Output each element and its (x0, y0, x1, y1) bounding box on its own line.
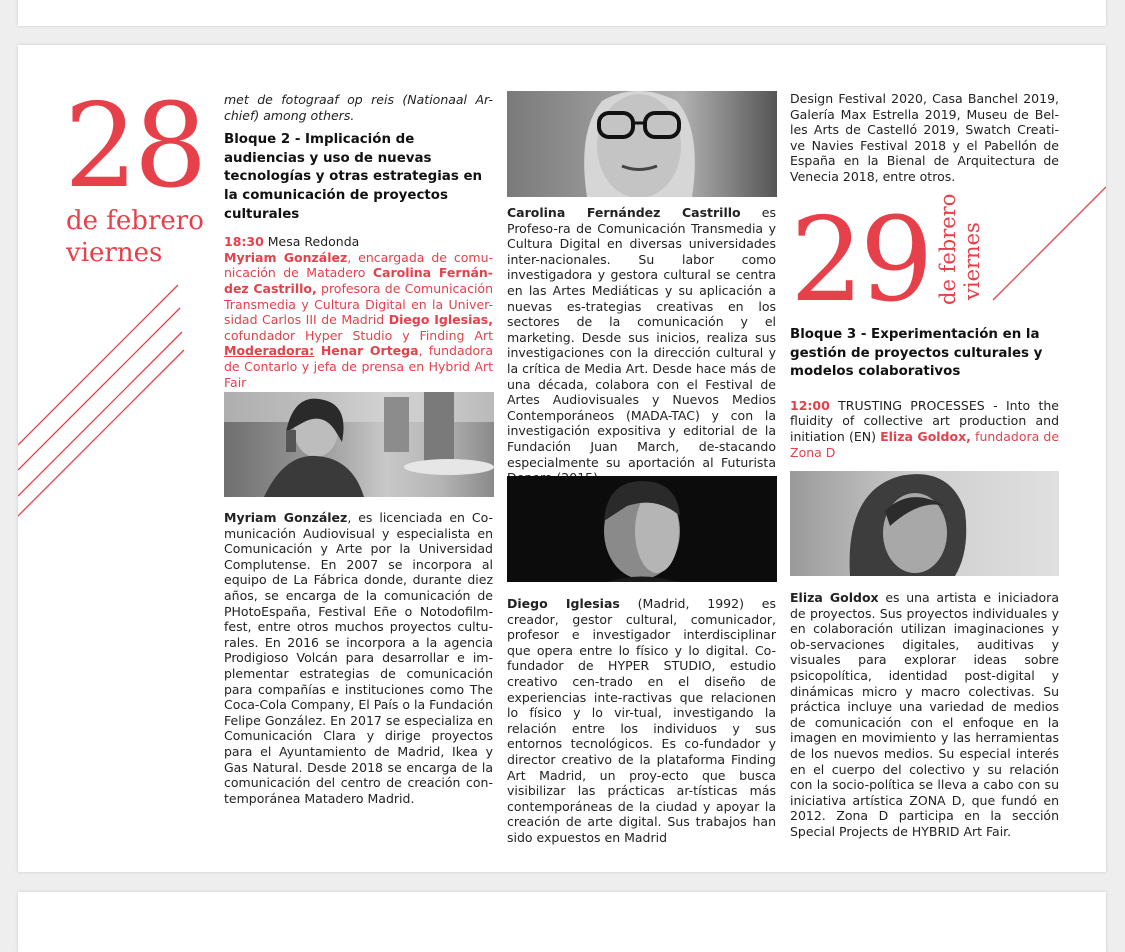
photo-myriam-gonzalez (224, 392, 494, 497)
bio-eliza (790, 590, 1059, 840)
photo-carolina-fernandez (507, 91, 777, 197)
column-3-top (790, 91, 1059, 185)
moderator-role: , fundadora de Contarlo y jefa de prensa en Hybrid Art Fair (224, 343, 493, 390)
column-3-session (790, 326, 1059, 460)
bio-myriam (224, 510, 493, 806)
deco-line (18, 308, 180, 470)
portrait-graphic (507, 91, 777, 197)
bio-text: es una artista e iniciadora de proyectos. Sus proyectos individuales y en colaboración utilizan imaginaciones y ob-servaciones digitales, auditivas y visuales para explorar ideas sobre psicopolítica, identidad post-digital y dinámicas micro y macro colectivas. Su práctica incluye una variedad de medios de comunicación con el enfoque en la imagen en movimiento y las herramientas de los nuevos medios. Su especial interés en el cuerpo del colectivo y su relación con la socio-política se lleva a cabo con su iniciativa artística ZONA D, que fundó en 2012. Zona D participa en la sección Special Projects de HYBRID Art Fair. (790, 590, 1059, 839)
bio-diego (507, 596, 776, 846)
participant-name: Diego Iglesias, (388, 312, 493, 328)
day-month-label: de febrero (936, 193, 960, 305)
speaker-name: Eliza Goldox, (880, 428, 971, 444)
speaker-role: fundadora de Zona D (790, 428, 1060, 460)
bio-carolina (507, 205, 776, 486)
participant-name: Carolina Fernán-dez Castrillo, (224, 265, 493, 296)
participant-name: Myriam González (224, 249, 348, 265)
day-number-29: 29 (790, 193, 930, 328)
bio-paragraph (507, 205, 776, 486)
photo-diego-iglesias (507, 476, 777, 582)
day-weekday-label: viernes (960, 222, 984, 300)
session-time: 12:00 (790, 397, 830, 413)
deco-line (18, 285, 178, 445)
bio-text: , es licenciada en Co-municación Audiovisual y especialista en Comunicación y Arte por la Universidad Complutense. En 2007 se incorpora al equipo de La Fábrica donde, durante diez años, se encarga de la comunicación de PHotoEspaña, Festival Eñe o Notodofilm-fest, entre otros muchos proyectos cultu-rales. En 2016 se incorpora a la agencia Prodigioso Volcán para desarrollar e im-plementar estrategias de comunicación para compañías e instituciones como The Coca-Cola Company, El País o la Fundación Felipe González. En 2017 se especializa en Comunicación Clara y dirige proyectos para el Ayuntamiento de Madrid, Ikea y Gas Natural. Desde 2018 se encarga de la comunicación del centro de creación con-temporánea Matadero Madrid. (224, 510, 493, 806)
participant-role: , encargada de comu-nicación de Matadero (224, 249, 493, 281)
portrait-graphic (790, 471, 1059, 576)
deco-line (18, 332, 182, 496)
magazine-page (18, 45, 1106, 872)
session-info (790, 398, 1059, 460)
moderator-name: Henar Ortega (314, 343, 419, 359)
bio-name: Eliza Goldox (790, 590, 879, 605)
bio-paragraph (790, 590, 1059, 840)
participant-role: cofundador Hyper Studio y Finding Art (224, 327, 493, 343)
block-2-heading: Bloque 2 - Implicación de audiencias y uso de nuevas tecnologías y otras estrategias en la comunicación de proyectos culturales (224, 132, 483, 222)
session-info (224, 234, 493, 390)
next-page (18, 892, 1106, 952)
day-number-28: 28 (64, 79, 204, 214)
bio-paragraph (224, 510, 493, 806)
previous-page (18, 0, 1106, 26)
session-title: Mesa Redonda (263, 234, 360, 250)
deco-line (993, 187, 1106, 300)
bio-name: Carolina Fernández Castrillo (507, 205, 741, 220)
block-3-heading: Bloque 3 - Experimentación en la gestión de proyectos culturales y modelos colaborativos (790, 327, 1043, 380)
session-time: 18:30 (224, 234, 264, 250)
deco-line (18, 350, 184, 516)
bio-paragraph (507, 596, 776, 846)
column-1 (224, 92, 493, 390)
portrait-graphic (507, 476, 777, 582)
bio-name: Myriam González (224, 510, 348, 525)
bio-text: es Profeso-ra de Comunicación Transmedia y Cultura Digital en diversas universidades inter-nacionales. Su labor como investigadora y gestora cultural se centra en las Artes Mediáticas y su aplicación a nuevas es-trategias creativas en los sectores de la comunicación y el marketing. Desde sus inicios, realiza sus investigaciones con la dirección cultural y la crítica de Media Art. Desde hace más de una década, colabora con el Festival de Artes Audiovisuales y Nuevos Medios Contemporáneos (MADA-TAC) y con la investigación expositiva y editorial de la Fundación Juan March, de-stacando especialmente su aportación al Futurista (507, 205, 776, 470)
day-weekday-label: viernes (66, 238, 163, 268)
bio-text: (Madrid, 1992) es creador, gestor cultural, comunicador, profesor e investigador interdisciplinar que opera entre lo físico y lo digital. Co-fundador de HYPER STUDIO, estudio creativo cen-trado en el diseño de experiencias inte-ractivas que relacionen lo físico y lo vir-tual, investigando la relación entre los individuos y sus entornos tecnológicos. Es co-fundador y director creativo de la plataforma Finding Art Madrid, un proy-ecto que busca visibilizar las prácticas ar-tísticas más contemporáneas de la ciudad y apoyar la creación de arte digital. Sus trabajos han sido expuestos en Madrid (507, 596, 776, 845)
participant-role: profesora de Comunicación Transmedia y Cultura Digital en la Univer-sidad Carlos III de Madrid (224, 280, 493, 328)
day-month-label: de febrero (66, 206, 204, 236)
photo-eliza-goldox (790, 471, 1059, 576)
session-title: TRUSTING PROCESSES - Into the fluidity of collective art production and initiation (EN) (790, 397, 1059, 444)
intro-text: met de fotograaf op reis (Nationaal Ar-chief) among others. (224, 92, 493, 123)
continuation-text: Design Festival 2020, Casa Banchel 2019, Galería Max Estrella 2019, Museu de Bel-les Arts de Castelló 2019, Swatch Creati-ve Navies Festival 2018 y el Pabellón de España en la Bienal de Arquitectura de Venecia 2018, entre otros. (790, 91, 1059, 184)
participants (224, 250, 493, 390)
portrait-graphic (224, 392, 494, 497)
bio-name: Diego Iglesias (507, 596, 620, 611)
moderator-label: Moderadora: (224, 343, 315, 359)
